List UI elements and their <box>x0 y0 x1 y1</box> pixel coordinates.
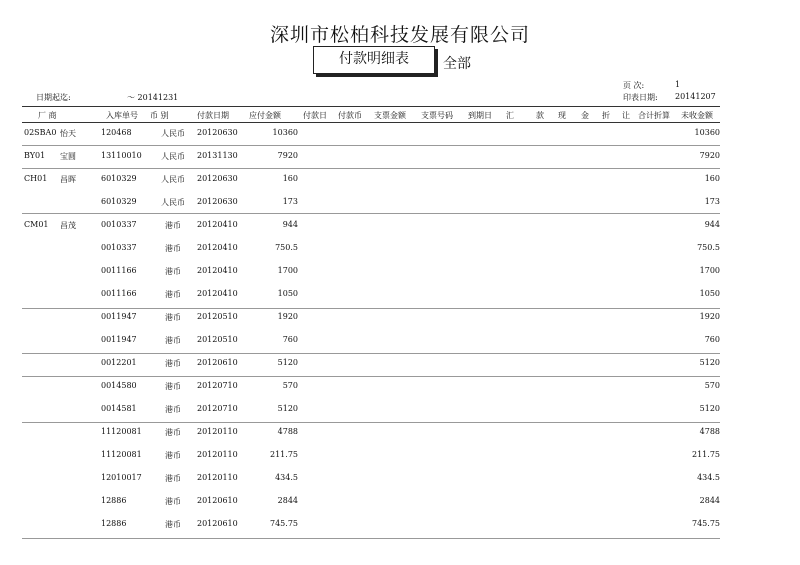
column-header: 现 <box>558 111 566 120</box>
outstanding-amount: 1920 <box>699 312 720 321</box>
column-header: 合计折算 <box>638 111 670 120</box>
vendor-code: BY01 <box>24 151 46 160</box>
column-header: 折 <box>602 111 610 120</box>
receipt-no: 12010017 <box>101 473 142 482</box>
vendor-code: CM01 <box>24 220 49 229</box>
column-header: 厂 商 <box>38 111 57 120</box>
outstanding-amount: 5120 <box>699 358 720 367</box>
currency: 人民币 <box>161 175 185 184</box>
date-range-value: ～ 20141231 <box>127 93 179 102</box>
outstanding-amount: 1050 <box>699 289 720 298</box>
currency: 港币 <box>165 451 181 460</box>
currency: 人民币 <box>161 152 185 161</box>
outstanding-amount: 173 <box>704 197 720 206</box>
outstanding-amount: 760 <box>704 335 720 344</box>
pay-date: 20120610 <box>197 496 238 505</box>
outstanding-amount: 5120 <box>699 404 720 413</box>
receipt-no: 0011166 <box>101 289 137 298</box>
outstanding-amount: 944 <box>704 220 720 229</box>
outstanding-amount: 10360 <box>694 128 720 137</box>
payable-amount: 10360 <box>272 128 298 137</box>
column-header: 应付金额 <box>249 111 281 120</box>
receipt-no: 0014581 <box>101 404 137 413</box>
column-header: 未收金额 <box>681 111 713 120</box>
payable-amount: 4788 <box>277 427 298 436</box>
row-separator <box>22 538 720 539</box>
pay-date: 20120710 <box>197 404 238 413</box>
page-number: 1 <box>675 80 681 89</box>
header-top-rule <box>22 106 720 107</box>
vendor-name: 昌茂 <box>60 221 76 230</box>
pay-date: 20120630 <box>197 197 238 206</box>
report-scope: 全部 <box>443 56 471 72</box>
outstanding-amount: 750.5 <box>697 243 720 252</box>
pay-date: 20131130 <box>197 151 238 160</box>
column-header: 让 <box>622 111 630 120</box>
currency: 港币 <box>165 428 181 437</box>
currency: 港币 <box>165 221 181 230</box>
receipt-no: 0011166 <box>101 266 137 275</box>
pay-date: 20120410 <box>197 289 238 298</box>
payable-amount: 944 <box>282 220 298 229</box>
date-range-label: 日期起迄: <box>36 93 71 102</box>
payable-amount: 760 <box>282 335 298 344</box>
payable-amount: 750.5 <box>275 243 298 252</box>
currency: 港币 <box>165 313 181 322</box>
page-label: 页 次: <box>623 81 645 90</box>
receipt-no: 11120081 <box>101 427 142 436</box>
column-header: 汇 <box>506 111 514 120</box>
outstanding-amount: 160 <box>704 174 720 183</box>
report-title: 付款明细表 <box>313 46 435 74</box>
receipt-no: 0014580 <box>101 381 137 390</box>
currency: 港币 <box>165 336 181 345</box>
payable-amount: 745.75 <box>270 519 298 528</box>
currency: 港币 <box>165 497 181 506</box>
pay-date: 20120110 <box>197 473 238 482</box>
pay-date: 20120410 <box>197 220 238 229</box>
currency: 人民币 <box>161 129 185 138</box>
currency: 港币 <box>165 244 181 253</box>
payable-amount: 173 <box>282 197 298 206</box>
receipt-no: 0010337 <box>101 220 137 229</box>
row-separator <box>22 168 720 169</box>
payable-amount: 1700 <box>277 266 298 275</box>
payable-amount: 5120 <box>277 358 298 367</box>
pay-date: 20120410 <box>197 243 238 252</box>
receipt-no: 13110010 <box>101 151 142 160</box>
outstanding-amount: 434.5 <box>697 473 720 482</box>
company-name: 深圳市松柏科技发展有限公司 <box>269 24 530 46</box>
payable-amount: 2844 <box>277 496 298 505</box>
outstanding-amount: 7920 <box>699 151 720 160</box>
outstanding-amount: 2844 <box>699 496 720 505</box>
column-header: 入库单号 <box>106 111 138 120</box>
outstanding-amount: 570 <box>704 381 720 390</box>
row-separator <box>22 145 720 146</box>
column-header: 支票金额 <box>374 111 406 120</box>
receipt-no: 12886 <box>101 519 127 528</box>
receipt-no: 11120081 <box>101 450 142 459</box>
payable-amount: 211.75 <box>270 450 298 459</box>
currency: 港币 <box>165 405 181 414</box>
row-separator <box>22 422 720 423</box>
outstanding-amount: 745.75 <box>692 519 720 528</box>
column-header: 币 别 <box>150 111 169 120</box>
column-header: 付款日期 <box>197 111 229 120</box>
receipt-no: 12886 <box>101 496 127 505</box>
currency: 港币 <box>165 382 181 391</box>
column-header: 款 <box>536 111 544 120</box>
currency: 港币 <box>165 290 181 299</box>
payable-amount: 570 <box>282 381 298 390</box>
pay-date: 20120110 <box>197 450 238 459</box>
pay-date: 20120610 <box>197 358 238 367</box>
receipt-no: 6010329 <box>101 174 137 183</box>
vendor-code: 02SBA0 <box>24 128 57 137</box>
payable-amount: 160 <box>282 174 298 183</box>
outstanding-amount: 4788 <box>699 427 720 436</box>
vendor-name: 怡天 <box>60 129 76 138</box>
payable-amount: 434.5 <box>275 473 298 482</box>
pay-date: 20120710 <box>197 381 238 390</box>
vendor-name: 宝圆 <box>60 152 76 161</box>
vendor-name: 昌晖 <box>60 175 76 184</box>
currency: 港币 <box>165 474 181 483</box>
receipt-no: 0011947 <box>101 335 137 344</box>
column-header: 支票号码 <box>421 111 453 120</box>
column-header: 付款币 <box>338 111 362 120</box>
pay-date: 20120630 <box>197 128 238 137</box>
currency: 港币 <box>165 520 181 529</box>
payable-amount: 7920 <box>277 151 298 160</box>
receipt-no: 0012201 <box>101 358 137 367</box>
pay-date: 20120510 <box>197 335 238 344</box>
pay-date: 20120110 <box>197 427 238 436</box>
row-separator <box>22 308 720 309</box>
receipt-no: 6010329 <box>101 197 137 206</box>
currency: 人民币 <box>161 198 185 207</box>
pay-date: 20120410 <box>197 266 238 275</box>
payable-amount: 1920 <box>277 312 298 321</box>
vendor-code: CH01 <box>24 174 48 183</box>
pay-date: 20120610 <box>197 519 238 528</box>
receipt-no: 0010337 <box>101 243 137 252</box>
column-header: 付款日 <box>303 111 327 120</box>
print-date-label: 印表日期: <box>623 93 658 102</box>
pay-date: 20120630 <box>197 174 238 183</box>
pay-date: 20120510 <box>197 312 238 321</box>
column-header: 到期日 <box>468 111 492 120</box>
payable-amount: 5120 <box>277 404 298 413</box>
row-separator <box>22 213 720 214</box>
row-separator <box>22 353 720 354</box>
receipt-no: 0011947 <box>101 312 137 321</box>
column-header: 金 <box>581 111 589 120</box>
row-separator <box>22 376 720 377</box>
payable-amount: 1050 <box>277 289 298 298</box>
print-date-value: 20141207 <box>675 92 716 101</box>
currency: 港币 <box>165 359 181 368</box>
header-bottom-rule <box>22 122 720 123</box>
outstanding-amount: 211.75 <box>692 450 720 459</box>
outstanding-amount: 1700 <box>699 266 720 275</box>
currency: 港币 <box>165 267 181 276</box>
receipt-no: 120468 <box>101 128 132 137</box>
